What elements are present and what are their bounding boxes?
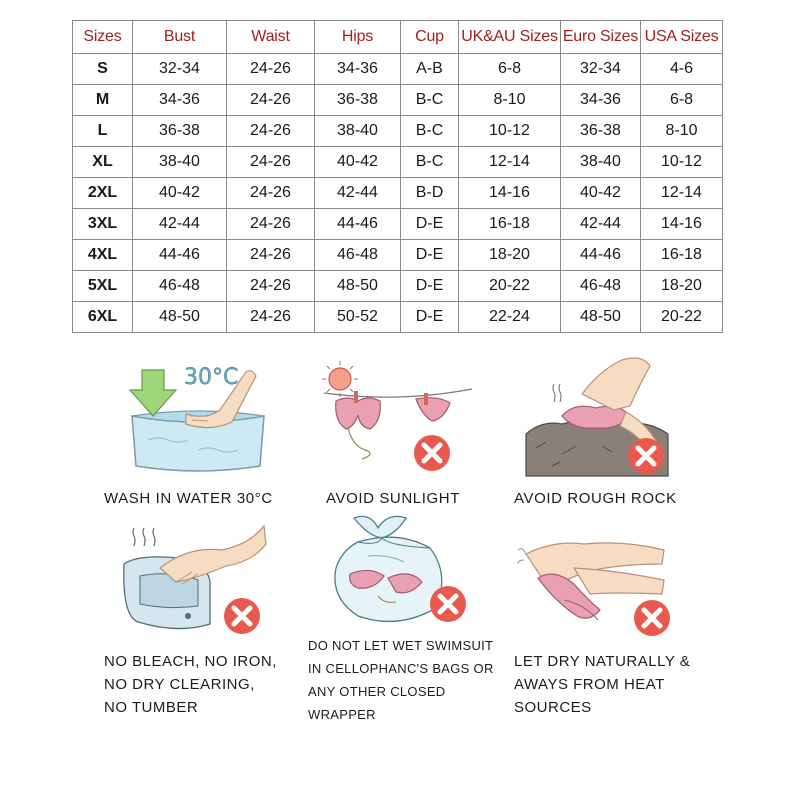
caption-wrapper-line-4: WRAPPER (308, 707, 376, 722)
caption-dry-line-2: AWAYS FROM HEAT (514, 676, 665, 693)
prohibited-cross-icon (412, 433, 452, 473)
caption-iron-line-3: NO TUMBER (104, 699, 199, 716)
size-cell-hips: 40-42 (315, 147, 401, 178)
size-row (73, 178, 723, 209)
size-row (73, 240, 723, 271)
size-cell-euro-size: 32-34 (561, 54, 641, 85)
size-cell-size-label: 2XL (73, 178, 133, 209)
size-cell-usa-size: 16-18 (641, 240, 723, 271)
size-cell-bust: 46-48 (133, 271, 227, 302)
size-cell-size-label: L (73, 116, 133, 147)
size-cell-uk-au-size: 10-12 (459, 116, 561, 147)
size-cell-size-label: 3XL (73, 209, 133, 240)
header-hips: Hips (315, 21, 401, 54)
size-cell-euro-size: 40-42 (561, 178, 641, 209)
header-euro-sizes: Euro Sizes (561, 21, 641, 54)
size-cell-usa-size: 10-12 (641, 147, 723, 178)
size-cell-uk-au-size: 14-16 (459, 178, 561, 209)
caption-dry-line-3: SOURCES (514, 699, 592, 716)
caption-wrapper-line-3: ANY OTHER CLOSED (308, 684, 446, 699)
caption-iron-line-1: NO BLEACH, NO IRON, (104, 653, 277, 670)
care-panel-wash (128, 350, 268, 480)
size-cell-waist: 24-26 (227, 116, 315, 147)
wash-basin-icon (128, 350, 268, 480)
size-cell-usa-size: 8-10 (641, 116, 723, 147)
size-cell-cup: B-C (401, 147, 459, 178)
size-cell-cup: D-E (401, 240, 459, 271)
size-cell-euro-size: 48-50 (561, 302, 641, 333)
size-cell-size-label: 4XL (73, 240, 133, 271)
size-row (73, 209, 723, 240)
size-row (73, 85, 723, 116)
care-panel-rock (522, 350, 672, 480)
size-cell-bust: 32-34 (133, 54, 227, 85)
size-cell-bust: 40-42 (133, 178, 227, 209)
size-cell-uk-au-size: 6-8 (459, 54, 561, 85)
size-cell-waist: 24-26 (227, 240, 315, 271)
size-cell-uk-au-size: 16-18 (459, 209, 561, 240)
size-cell-size-label: M (73, 85, 133, 116)
caption-wrapper-line-2: IN CELLOPHANC'S BAGS OR (308, 661, 494, 676)
size-cell-euro-size: 46-48 (561, 271, 641, 302)
size-cell-waist: 24-26 (227, 147, 315, 178)
size-cell-waist: 24-26 (227, 178, 315, 209)
size-chart-header-row (73, 21, 723, 54)
size-cell-bust: 36-38 (133, 116, 227, 147)
wash-temp-label: 30°C (184, 365, 239, 390)
size-row (73, 54, 723, 85)
size-cell-uk-au-size: 12-14 (459, 147, 561, 178)
size-cell-hips: 50-52 (315, 302, 401, 333)
size-cell-uk-au-size: 18-20 (459, 240, 561, 271)
size-cell-euro-size: 42-44 (561, 209, 641, 240)
size-cell-usa-size: 4-6 (641, 54, 723, 85)
size-cell-size-label: S (73, 54, 133, 85)
prohibited-cross-icon (626, 436, 666, 476)
size-cell-cup: D-E (401, 271, 459, 302)
prohibited-cross-icon (428, 584, 468, 624)
header-uk-au-sizes: UK&AU Sizes (459, 21, 561, 54)
size-cell-cup: B-C (401, 116, 459, 147)
size-cell-waist: 24-26 (227, 85, 315, 116)
header-usa-sizes: USA Sizes (641, 21, 723, 54)
size-cell-size-label: 5XL (73, 271, 133, 302)
size-cell-hips: 48-50 (315, 271, 401, 302)
size-cell-cup: D-E (401, 209, 459, 240)
sun-icon (329, 368, 351, 390)
size-cell-hips: 34-36 (315, 54, 401, 85)
caption-wash: WASH IN WATER 30°C (104, 490, 273, 507)
sun-clothesline-icon (318, 355, 478, 480)
size-cell-euro-size: 38-40 (561, 147, 641, 178)
size-cell-hips: 38-40 (315, 116, 401, 147)
caption-dry-line-1: LET DRY NATURALLY & (514, 653, 691, 670)
size-cell-usa-size: 6-8 (641, 85, 723, 116)
size-cell-size-label: 6XL (73, 302, 133, 333)
caption-wrapper (308, 634, 494, 726)
size-cell-usa-size: 18-20 (641, 271, 723, 302)
header-waist: Waist (227, 21, 315, 54)
size-row (73, 302, 723, 333)
size-cell-hips: 44-46 (315, 209, 401, 240)
prohibited-cross-icon (632, 598, 672, 638)
caption-dry (514, 650, 690, 719)
size-cell-hips: 42-44 (315, 178, 401, 209)
size-row (73, 116, 723, 147)
caption-rock: AVOID ROUGH ROCK (514, 490, 677, 507)
header-bust: Bust (133, 21, 227, 54)
caption-iron-line-2: NO DRY CLEARING, (104, 676, 255, 693)
caption-sunlight: AVOID SUNLIGHT (326, 490, 460, 507)
size-cell-waist: 24-26 (227, 54, 315, 85)
care-panel-sunlight (318, 355, 478, 480)
header-sizes: Sizes (73, 21, 133, 54)
size-cell-waist: 24-26 (227, 271, 315, 302)
size-cell-uk-au-size: 8-10 (459, 85, 561, 116)
care-panel-iron (118, 520, 268, 640)
size-cell-cup: A-B (401, 54, 459, 85)
size-cell-size-label: XL (73, 147, 133, 178)
prohibited-cross-icon (222, 596, 262, 636)
size-cell-euro-size: 34-36 (561, 85, 641, 116)
size-cell-uk-au-size: 22-24 (459, 302, 561, 333)
size-row (73, 271, 723, 302)
size-cell-usa-size: 12-14 (641, 178, 723, 209)
size-row (73, 147, 723, 178)
header-cup: Cup (401, 21, 459, 54)
size-cell-bust: 48-50 (133, 302, 227, 333)
size-cell-hips: 46-48 (315, 240, 401, 271)
size-cell-bust: 38-40 (133, 147, 227, 178)
caption-iron (104, 650, 277, 719)
care-panel-dry (514, 530, 674, 642)
size-cell-hips: 36-38 (315, 85, 401, 116)
size-cell-waist: 24-26 (227, 302, 315, 333)
size-chart-body (73, 54, 723, 333)
size-cell-bust: 34-36 (133, 85, 227, 116)
size-cell-bust: 42-44 (133, 209, 227, 240)
size-cell-cup: B-D (401, 178, 459, 209)
size-cell-uk-au-size: 20-22 (459, 271, 561, 302)
size-cell-waist: 24-26 (227, 209, 315, 240)
size-cell-cup: B-C (401, 85, 459, 116)
size-cell-usa-size: 14-16 (641, 209, 723, 240)
size-cell-cup: D-E (401, 302, 459, 333)
size-chart-table (72, 20, 723, 333)
caption-wrapper-line-1: DO NOT LET WET SWIMSUIT (308, 638, 494, 653)
care-panel-wrapper (318, 512, 478, 640)
size-cell-euro-size: 44-46 (561, 240, 641, 271)
size-cell-bust: 44-46 (133, 240, 227, 271)
size-cell-euro-size: 36-38 (561, 116, 641, 147)
size-cell-usa-size: 20-22 (641, 302, 723, 333)
